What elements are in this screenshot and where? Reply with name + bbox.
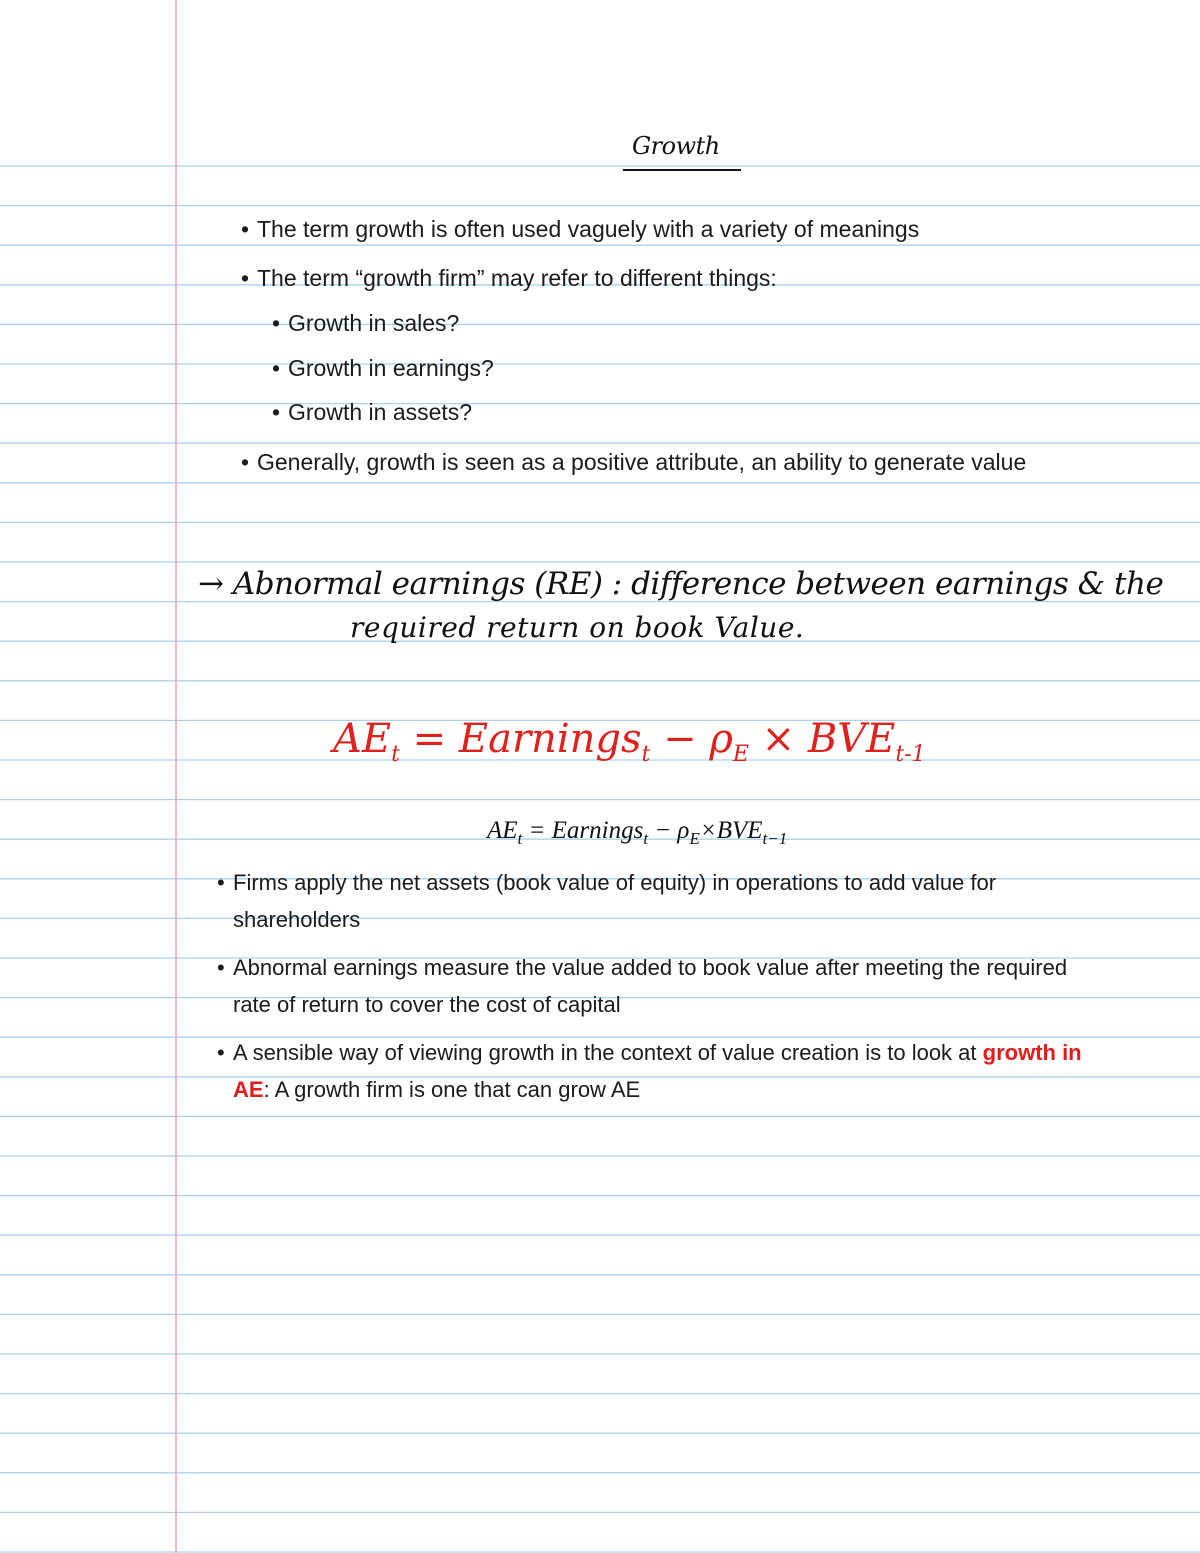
bullet-dot-icon: • xyxy=(217,955,225,980)
bullet-dot-icon: • xyxy=(272,399,281,425)
bullet-dot-icon: • xyxy=(217,870,225,895)
formula-subscript: t−1 xyxy=(762,829,788,848)
bullet-text: A sensible way of viewing growth in the context of value creation is to look at xyxy=(233,1040,983,1065)
formula-term: ×BVE xyxy=(699,817,763,844)
formula-subscript: t xyxy=(641,742,651,767)
bullet-item xyxy=(217,949,1103,1023)
formula-operator: = xyxy=(399,716,459,762)
formula-subscript: t xyxy=(643,829,649,848)
bullet-item xyxy=(217,864,1103,938)
sub-bullet-item xyxy=(272,310,460,336)
formula-term: − ρ xyxy=(648,817,690,844)
bullet-text: The term “growth firm” may refer to different things: xyxy=(257,265,777,291)
formula-term: = Earnings xyxy=(522,817,644,844)
bullet-item xyxy=(241,449,1027,475)
formula-subscript: t xyxy=(391,742,400,767)
handwritten-note-line-1: → Abnormal earnings (RE) : difference between earnings & the xyxy=(198,566,1164,602)
bullet-text: : A growth firm is one that can grow AE xyxy=(263,1077,641,1102)
bullet-item xyxy=(217,1034,1103,1108)
handwritten-note-line-2: required return on book Value. xyxy=(350,611,805,644)
emphasized-text: growth in AE xyxy=(233,1040,1082,1102)
bullet-item xyxy=(241,216,920,242)
heading-underline xyxy=(623,169,741,171)
typed-formula xyxy=(487,817,787,849)
sub-bullet-item xyxy=(272,355,494,381)
bullet-dot-icon: • xyxy=(241,216,250,242)
formula-term: BVE xyxy=(807,716,896,762)
formula-operator: × xyxy=(748,716,808,762)
bullet-text: Growth in sales? xyxy=(288,310,460,336)
formula-term: Earnings xyxy=(458,716,642,762)
formula-subscript: t xyxy=(517,829,523,848)
formula-term: ρ xyxy=(709,716,733,762)
formula-subscript: E xyxy=(689,829,700,848)
formula-term: AE xyxy=(487,817,518,844)
handwritten-red-formula xyxy=(333,716,926,767)
formula-term: AE xyxy=(333,716,392,762)
bullet-dot-icon: • xyxy=(272,310,281,336)
bullet-text: Growth in assets? xyxy=(288,399,473,425)
bullet-text: The term growth is often used vaguely with a variety of meanings xyxy=(257,216,920,242)
bullet-text: Abnormal earnings measure the value added to book value after meeting the required rate of return to cover the cost of capital xyxy=(233,955,1068,1017)
bullet-text: Growth in earnings? xyxy=(288,355,494,381)
bullet-dot-icon: • xyxy=(272,355,281,381)
page-heading: Growth xyxy=(632,132,720,160)
sub-bullet-item xyxy=(272,399,473,425)
bullet-item xyxy=(241,265,777,291)
bullet-text: Generally, growth is seen as a positive attribute, an ability to generate value xyxy=(257,449,1027,475)
bullet-dot-icon: • xyxy=(217,1040,225,1065)
formula-subscript: t-1 xyxy=(895,742,926,767)
bullet-text: Firms apply the net assets (book value of equity) in operations to add value for shareholders xyxy=(233,870,997,932)
formula-subscript: E xyxy=(732,742,749,767)
bullet-dot-icon: • xyxy=(241,449,250,475)
formula-operator: − xyxy=(650,716,710,762)
bullet-dot-icon: • xyxy=(241,265,250,291)
